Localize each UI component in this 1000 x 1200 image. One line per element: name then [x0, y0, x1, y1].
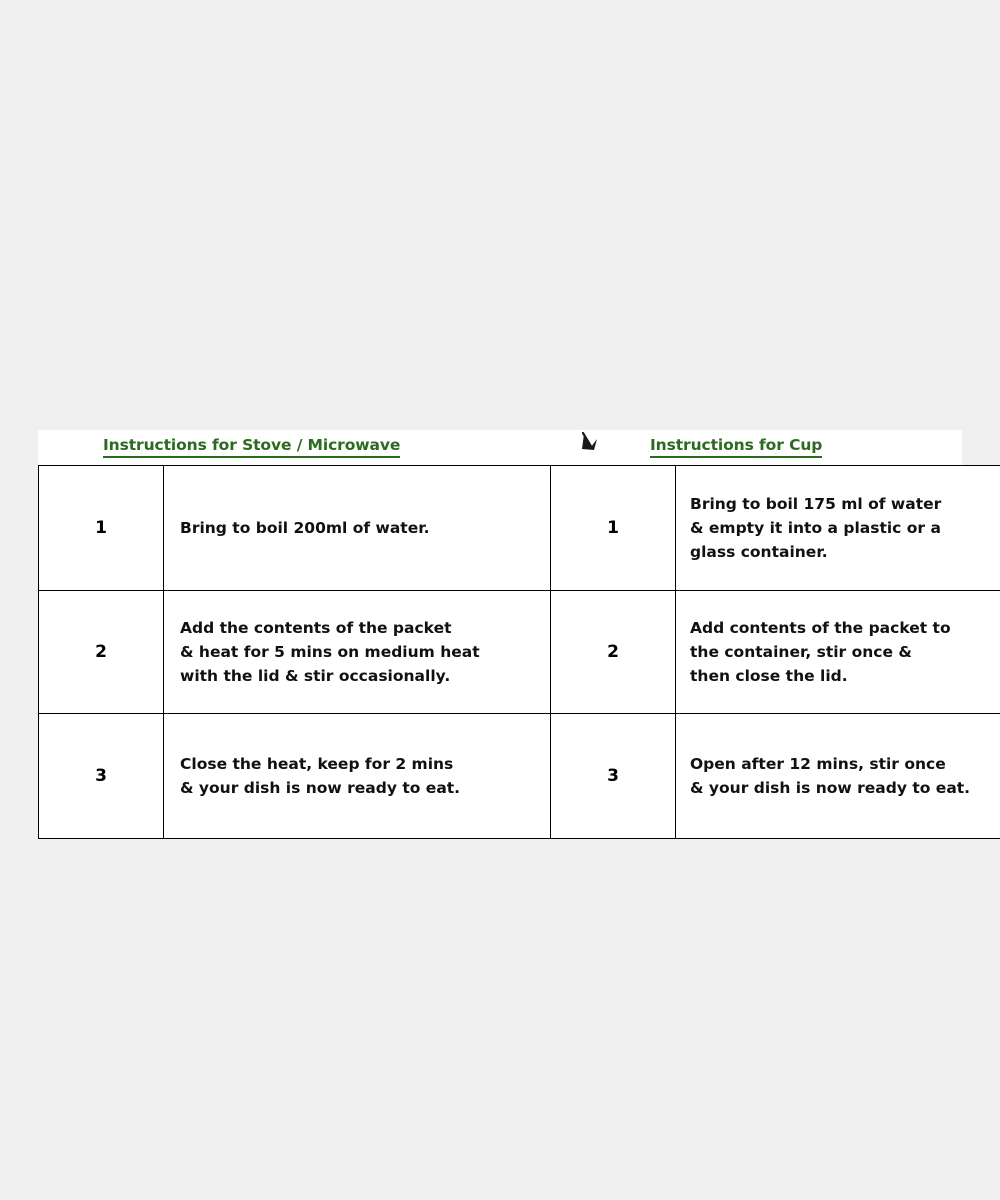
- text-line: Bring to boil 175 ml of water: [690, 494, 942, 513]
- stove-step-text: [164, 466, 551, 591]
- text-line: with the lid & stir occasionally.: [180, 667, 451, 685]
- cup-step-text: [676, 714, 1000, 839]
- table-row: [39, 466, 1000, 591]
- text-line: Add contents of the packet to: [690, 618, 951, 637]
- text-line: Bring to boil 200ml of water.: [180, 518, 430, 537]
- instructions-panel: [38, 430, 971, 839]
- text-line: & your dish is now ready to eat.: [690, 779, 971, 797]
- stove-step-number: 1: [39, 466, 164, 591]
- text-line: Close the heat, keep for 2 mins: [180, 754, 454, 773]
- instructions-header: [38, 430, 962, 465]
- cup-step-number: 2: [551, 591, 676, 714]
- stove-step-text: [164, 591, 551, 714]
- instructions-table: [38, 465, 1000, 839]
- text-line: Add the contents of the packet: [180, 618, 452, 637]
- stove-step-number: 3: [39, 714, 164, 839]
- stove-step-number: 2: [39, 591, 164, 714]
- text-line: glass container.: [690, 543, 828, 561]
- cup-step-text: [676, 591, 1000, 714]
- text-line: the container, stir once &: [690, 642, 912, 661]
- text-line: & empty it into a plastic or a: [690, 518, 941, 537]
- arrow-down-left-icon: [578, 430, 608, 456]
- cup-step-number: 3: [551, 714, 676, 839]
- text-line: & heat for 5 mins on medium heat: [180, 642, 480, 661]
- table-row: [39, 591, 1000, 714]
- cup-step-text: [676, 466, 1000, 591]
- stove-microwave-heading: Instructions for Stove / Microwave: [103, 437, 400, 458]
- cup-heading: Instructions for Cup: [650, 437, 822, 458]
- text-line: Open after 12 mins, stir once: [690, 754, 946, 773]
- table-row: [39, 714, 1000, 839]
- stove-step-text: [164, 714, 551, 839]
- text-line: then close the lid.: [690, 667, 848, 685]
- cup-step-number: 1: [551, 466, 676, 591]
- text-line: & your dish is now ready to eat.: [180, 779, 461, 797]
